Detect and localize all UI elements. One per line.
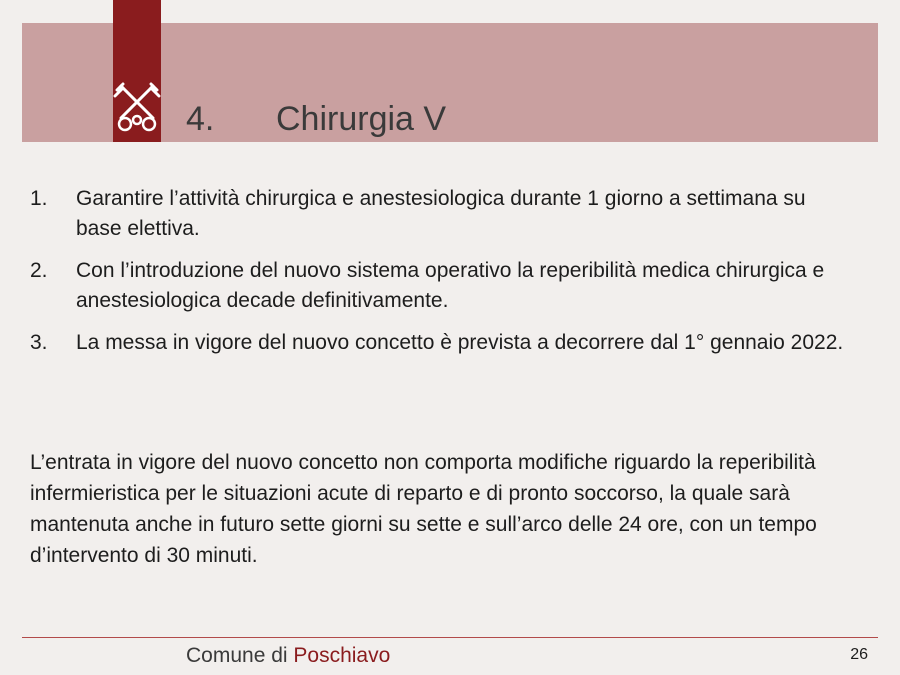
list-item-text: Con l’introduzione del nuovo sistema operativo la reperibilità medica chirurgica e anestesiologica decade definitivamente. xyxy=(76,259,825,312)
list-item-text: La messa in vigore del nuovo concetto è prevista a decorrere dal 1° gennaio 2022. xyxy=(76,331,844,354)
list-item xyxy=(30,184,850,244)
list-item xyxy=(30,328,850,358)
crossed-keys-emblem-icon xyxy=(113,80,161,136)
list-item-text: Garantire l’attività chirurgica e anestesiologica durante 1 giorno a settimana su base elettiva. xyxy=(76,187,806,240)
list-item-index: 3. xyxy=(30,331,48,354)
footer-prefix: Comune di xyxy=(186,644,294,667)
numbered-list xyxy=(30,184,850,370)
list-item xyxy=(30,256,850,316)
list-item-index: 2. xyxy=(30,259,48,282)
slide-title xyxy=(186,100,446,144)
title-text: Chirurgia V xyxy=(276,100,447,138)
title-number: 4. xyxy=(186,100,215,138)
page-number: 26 xyxy=(850,646,868,663)
body-paragraph: L’entrata in vigore del nuovo concetto non comporta modifiche riguardo la reperibilità infermieristica per le situazioni acute di reparto e di pronto soccorso, la quale sarà mantenuta anche in futuro sette giorni su sette e sull’arco delle 24 ore, con un tempo d’intervento di 30 minuti. xyxy=(30,451,817,567)
list-item-index: 1. xyxy=(30,187,48,210)
footer-divider xyxy=(22,637,878,638)
footer-label xyxy=(186,644,390,668)
footer-municipality: Poschiavo xyxy=(293,644,391,667)
